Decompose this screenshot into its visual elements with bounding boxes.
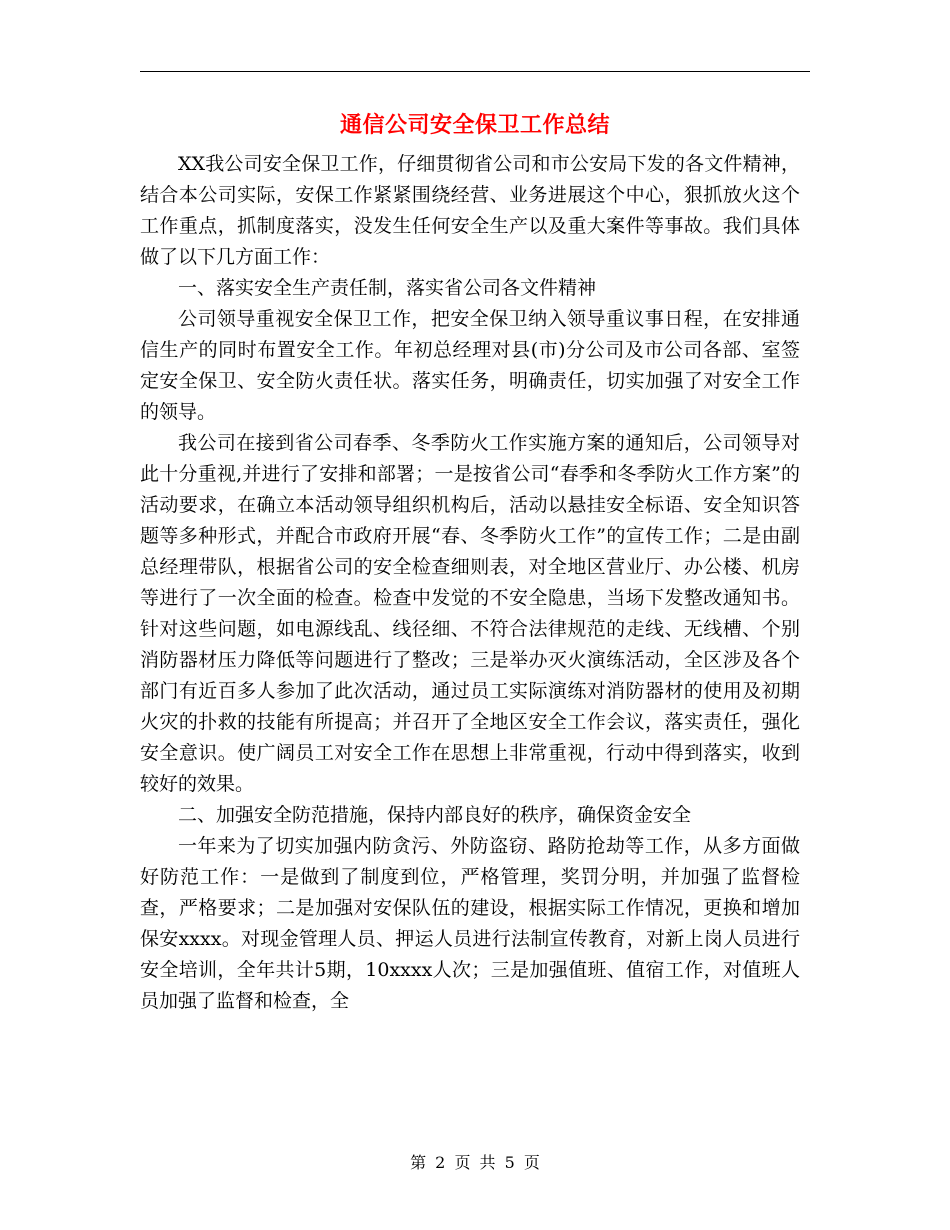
page-number-footer: 第 2 页 共 5 页 <box>410 1153 540 1172</box>
document-body <box>140 149 800 1017</box>
paragraph-intro: XX我公司安全保卫工作，仔细贯彻省公司和市公安局下发的各文件精神，结合本公司实际，安保工作紧紧围绕经营、业务进展这个中心，狠抓放火这个工作重点，抓制度落实，没发生任何安全生产以及重大案件等事故。我们具体做了以下几方面工作： <box>140 153 800 268</box>
paragraph: 一年来为了切实加强内防贪污、外防盗窃、路防抢劫等工作，从多方面做好防范工作：一是做到了制度到位，严格管理，奖罚分明，并加强了监督检查，严格要求；二是加强对安保队伍的建设，根据实际工作情况，更换和增加保安xxxx。对现金管理人员、押运人员进行法制宣传教育，对新上岗人员进行安全培训，全年共计5期，10xxxx人次；三是加强值班、值宿工作，对值班人员加强了监督和检查，全 <box>140 835 800 1012</box>
section-heading-2: 二、加强安全防范措施，保持内部良好的秩序，确保资金安全 <box>178 804 692 826</box>
section-heading-1: 一、落实安全生产责任制，落实省公司各文件精神 <box>178 277 597 299</box>
paragraph: 我公司在接到省公司春季、冬季防火工作实施方案的通知后，公司领导对此十分重视,并进行了安排和部署；一是按省公司“春季和冬季防火工作方案”的活动要求，在确立本活动领导组织机构后，活动以悬挂安全标语、安全知识答题等多种形式，并配合市政府开展“春、冬季防火工作”的宣传工作；二是由副总经理带队，根据省公司的安全检查细则表，对全地区营业厅、办公楼、机房等进行了一次全面的检查。检查中发觉的不安全隐患，当场下发整改通知书。针对这些问题，如电源线乱、线径细、不符合法律规范的走线、无线槽、个别消防器材压力降低等问题进行了整改；三是举办灭火演练活动，全区涉及各个部门有近百多人参加了此次活动，通过员工实际演练对消防器材的使用及初期火灾的扑救的技能有所提高；并召开了全地区安全工作会议，落实责任，强化安全意识。使广阔员工对安全工作在思想上非常重视，行动中得到落实，收到较好的效果。 <box>140 432 800 795</box>
header-rule <box>140 71 810 72</box>
paragraph: 公司领导重视安全保卫工作，把安全保卫纳入领导重议事日程，在安排通信生产的同时布置安全工作。年初总经理对县(市)分公司及市公司各部、室签定安全保卫、安全防火责任状。落实任务，明确责任，切实加强了对安全工作的领导。 <box>140 308 800 423</box>
document-title: 通信公司安全保卫工作总结 <box>339 112 610 138</box>
